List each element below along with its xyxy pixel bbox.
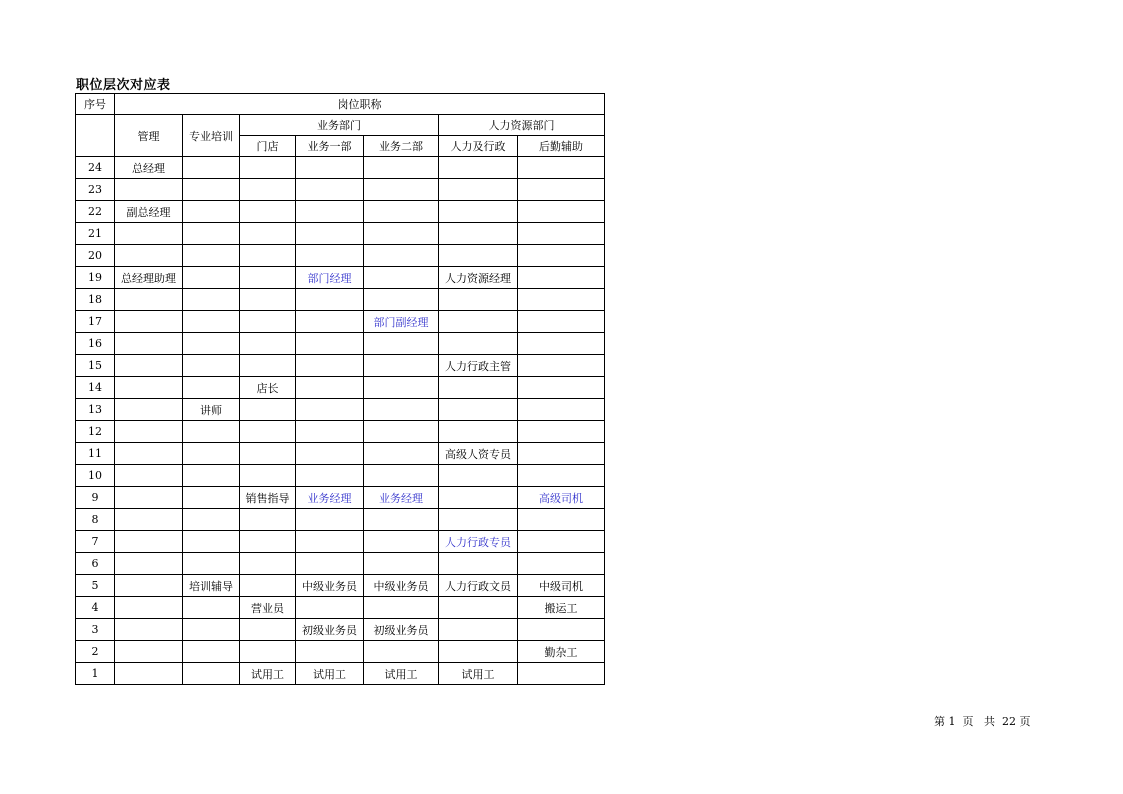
cell-management [115, 575, 183, 597]
table-row [76, 575, 605, 597]
cell-store [240, 619, 296, 641]
cell-seq: 20 [76, 245, 115, 267]
cell-seq: 19 [76, 267, 115, 289]
table-row [76, 245, 605, 267]
cell-store: 店长 [240, 377, 296, 399]
cell-logistics [518, 333, 605, 355]
header-row-2 [76, 115, 605, 136]
cell-hr-admin [439, 289, 518, 311]
table-row [76, 663, 605, 685]
cell-hr-admin [439, 245, 518, 267]
cell-seq: 7 [76, 531, 115, 553]
cell-store [240, 201, 296, 223]
cell-biz1 [296, 289, 364, 311]
cell-training [183, 179, 240, 201]
cell-management: 总经理助理 [115, 267, 183, 289]
cell-management [115, 619, 183, 641]
cell-biz1 [296, 421, 364, 443]
cell-management [115, 179, 183, 201]
cell-biz2 [364, 421, 439, 443]
cell-management [115, 465, 183, 487]
cell-logistics [518, 289, 605, 311]
header-training: 专业培训 [183, 115, 240, 157]
cell-store [240, 531, 296, 553]
cell-hr-admin [439, 619, 518, 641]
cell-biz1 [296, 179, 364, 201]
table-row [76, 377, 605, 399]
cell-biz2 [364, 597, 439, 619]
cell-biz2 [364, 509, 439, 531]
cell-management [115, 641, 183, 663]
cell-biz2: 中级业务员 [364, 575, 439, 597]
cell-store [240, 399, 296, 421]
cell-seq: 12 [76, 421, 115, 443]
position-level-table [75, 93, 605, 685]
cell-seq: 4 [76, 597, 115, 619]
header-seq-blank [76, 115, 115, 157]
cell-logistics [518, 355, 605, 377]
cell-management [115, 355, 183, 377]
cell-seq: 8 [76, 509, 115, 531]
cell-biz2 [364, 333, 439, 355]
cell-hr-admin: 人力资源经理 [439, 267, 518, 289]
cell-biz1 [296, 245, 364, 267]
table-row [76, 157, 605, 179]
cell-hr-admin [439, 223, 518, 245]
cell-biz1 [296, 553, 364, 575]
cell-biz2 [364, 157, 439, 179]
cell-store [240, 179, 296, 201]
cell-logistics [518, 267, 605, 289]
cell-logistics: 勤杂工 [518, 641, 605, 663]
cell-logistics [518, 223, 605, 245]
table-row [76, 443, 605, 465]
cell-logistics [518, 377, 605, 399]
table-row [76, 553, 605, 575]
cell-management [115, 245, 183, 267]
cell-seq: 2 [76, 641, 115, 663]
cell-store: 营业员 [240, 597, 296, 619]
cell-seq: 5 [76, 575, 115, 597]
cell-training [183, 333, 240, 355]
cell-training [183, 641, 240, 663]
cell-hr-admin [439, 333, 518, 355]
cell-biz1 [296, 443, 364, 465]
cell-training [183, 311, 240, 333]
cell-hr-admin [439, 597, 518, 619]
cell-training [183, 355, 240, 377]
header-management: 管理 [115, 115, 183, 157]
cell-seq: 1 [76, 663, 115, 685]
header-biz2: 业务二部 [364, 136, 439, 157]
cell-biz2 [364, 377, 439, 399]
table-row [76, 201, 605, 223]
cell-biz2 [364, 531, 439, 553]
cell-biz1 [296, 597, 364, 619]
cell-training [183, 487, 240, 509]
cell-training [183, 663, 240, 685]
cell-store [240, 245, 296, 267]
cell-store [240, 289, 296, 311]
cell-logistics [518, 421, 605, 443]
table-row [76, 223, 605, 245]
cell-management [115, 509, 183, 531]
cell-hr-admin [439, 553, 518, 575]
cell-seq: 11 [76, 443, 115, 465]
cell-seq: 16 [76, 333, 115, 355]
table-row [76, 267, 605, 289]
cell-store: 试用工 [240, 663, 296, 685]
cell-logistics [518, 531, 605, 553]
cell-hr-admin: 试用工 [439, 663, 518, 685]
table-row [76, 333, 605, 355]
cell-management [115, 553, 183, 575]
cell-management: 总经理 [115, 157, 183, 179]
cell-store [240, 355, 296, 377]
cell-training [183, 157, 240, 179]
table-row [76, 465, 605, 487]
cell-biz2 [364, 289, 439, 311]
cell-hr-admin [439, 157, 518, 179]
cell-training [183, 443, 240, 465]
table-row [76, 619, 605, 641]
cell-hr-admin [439, 399, 518, 421]
cell-training: 讲师 [183, 399, 240, 421]
cell-training [183, 553, 240, 575]
cell-management [115, 487, 183, 509]
cell-biz2 [364, 201, 439, 223]
header-seq: 序号 [76, 94, 115, 115]
table-row [76, 311, 605, 333]
cell-hr-admin: 高级人资专员 [439, 443, 518, 465]
cell-store [240, 311, 296, 333]
cell-training [183, 619, 240, 641]
cell-logistics [518, 179, 605, 201]
cell-training [183, 223, 240, 245]
cell-logistics [518, 619, 605, 641]
cell-store [240, 641, 296, 663]
cell-biz1: 业务经理 [296, 487, 364, 509]
cell-biz1 [296, 355, 364, 377]
cell-store [240, 553, 296, 575]
cell-seq: 15 [76, 355, 115, 377]
cell-seq: 9 [76, 487, 115, 509]
cell-biz2 [364, 355, 439, 377]
cell-seq: 6 [76, 553, 115, 575]
cell-biz1 [296, 333, 364, 355]
cell-biz2 [364, 465, 439, 487]
cell-logistics [518, 663, 605, 685]
cell-biz1: 初级业务员 [296, 619, 364, 641]
cell-biz2 [364, 443, 439, 465]
header-hr-admin: 人力及行政 [439, 136, 518, 157]
table-row [76, 421, 605, 443]
cell-hr-admin [439, 487, 518, 509]
cell-biz1 [296, 531, 364, 553]
cell-biz2 [364, 179, 439, 201]
cell-biz2 [364, 267, 439, 289]
header-business-dept: 业务部门 [240, 115, 439, 136]
cell-hr-admin: 人力行政专员 [439, 531, 518, 553]
page-footer: 第 1 页 共 22 页 [934, 715, 1031, 728]
header-position-title: 岗位职称 [115, 94, 605, 115]
cell-management [115, 289, 183, 311]
cell-management [115, 333, 183, 355]
cell-logistics: 搬运工 [518, 597, 605, 619]
cell-biz1 [296, 509, 364, 531]
cell-training [183, 421, 240, 443]
cell-management [115, 597, 183, 619]
cell-hr-admin [439, 179, 518, 201]
table-row [76, 509, 605, 531]
cell-logistics [518, 245, 605, 267]
cell-training [183, 597, 240, 619]
cell-biz1: 试用工 [296, 663, 364, 685]
table-row [76, 641, 605, 663]
cell-store [240, 575, 296, 597]
cell-store [240, 421, 296, 443]
cell-biz1 [296, 465, 364, 487]
cell-hr-admin [439, 311, 518, 333]
cell-store [240, 443, 296, 465]
cell-hr-admin [439, 509, 518, 531]
cell-hr-admin: 人力行政主管 [439, 355, 518, 377]
cell-biz1: 部门经理 [296, 267, 364, 289]
cell-management [115, 311, 183, 333]
cell-hr-admin [439, 465, 518, 487]
cell-seq: 23 [76, 179, 115, 201]
cell-training: 培训辅导 [183, 575, 240, 597]
cell-biz1 [296, 377, 364, 399]
cell-store: 销售指导 [240, 487, 296, 509]
table-row [76, 179, 605, 201]
cell-store [240, 267, 296, 289]
cell-logistics [518, 465, 605, 487]
cell-hr-admin [439, 641, 518, 663]
cell-store [240, 509, 296, 531]
cell-biz1 [296, 201, 364, 223]
cell-biz1 [296, 311, 364, 333]
cell-training [183, 377, 240, 399]
cell-seq: 18 [76, 289, 115, 311]
cell-management [115, 377, 183, 399]
cell-logistics [518, 443, 605, 465]
cell-seq: 24 [76, 157, 115, 179]
cell-hr-admin [439, 201, 518, 223]
cell-management [115, 663, 183, 685]
cell-biz2: 业务经理 [364, 487, 439, 509]
table-row [76, 399, 605, 421]
cell-logistics [518, 201, 605, 223]
cell-seq: 10 [76, 465, 115, 487]
cell-store [240, 157, 296, 179]
cell-seq: 13 [76, 399, 115, 421]
header-hr-dept: 人力资源部门 [439, 115, 605, 136]
table-row [76, 487, 605, 509]
table-row [76, 289, 605, 311]
cell-biz2: 试用工 [364, 663, 439, 685]
cell-management [115, 531, 183, 553]
cell-training [183, 531, 240, 553]
cell-hr-admin: 人力行政文员 [439, 575, 518, 597]
cell-training [183, 267, 240, 289]
cell-management [115, 399, 183, 421]
cell-biz2 [364, 399, 439, 421]
cell-seq: 22 [76, 201, 115, 223]
cell-logistics [518, 553, 605, 575]
table-row [76, 531, 605, 553]
header-row-1 [76, 94, 605, 115]
cell-training [183, 245, 240, 267]
cell-logistics: 中级司机 [518, 575, 605, 597]
cell-management: 副总经理 [115, 201, 183, 223]
cell-store [240, 333, 296, 355]
header-store: 门店 [240, 136, 296, 157]
header-biz1: 业务一部 [296, 136, 364, 157]
cell-management [115, 223, 183, 245]
cell-logistics [518, 157, 605, 179]
cell-biz2: 部门副经理 [364, 311, 439, 333]
cell-seq: 3 [76, 619, 115, 641]
cell-management [115, 443, 183, 465]
cell-seq: 17 [76, 311, 115, 333]
cell-store [240, 223, 296, 245]
cell-store [240, 465, 296, 487]
cell-management [115, 421, 183, 443]
header-logistics: 后勤辅助 [518, 136, 605, 157]
cell-biz1 [296, 223, 364, 245]
cell-biz2 [364, 245, 439, 267]
cell-hr-admin [439, 421, 518, 443]
cell-biz1 [296, 399, 364, 421]
cell-logistics: 高级司机 [518, 487, 605, 509]
cell-hr-admin [439, 377, 518, 399]
cell-biz2: 初级业务员 [364, 619, 439, 641]
cell-training [183, 201, 240, 223]
cell-biz1: 中级业务员 [296, 575, 364, 597]
cell-seq: 21 [76, 223, 115, 245]
cell-training [183, 289, 240, 311]
table-row [76, 355, 605, 377]
cell-training [183, 509, 240, 531]
page-title: 职位层次对应表 [76, 78, 171, 93]
cell-logistics [518, 311, 605, 333]
cell-logistics [518, 509, 605, 531]
cell-seq: 14 [76, 377, 115, 399]
cell-biz2 [364, 553, 439, 575]
cell-training [183, 465, 240, 487]
table-row [76, 597, 605, 619]
cell-biz1 [296, 641, 364, 663]
cell-biz2 [364, 641, 439, 663]
cell-biz1 [296, 157, 364, 179]
cell-logistics [518, 399, 605, 421]
cell-biz2 [364, 223, 439, 245]
